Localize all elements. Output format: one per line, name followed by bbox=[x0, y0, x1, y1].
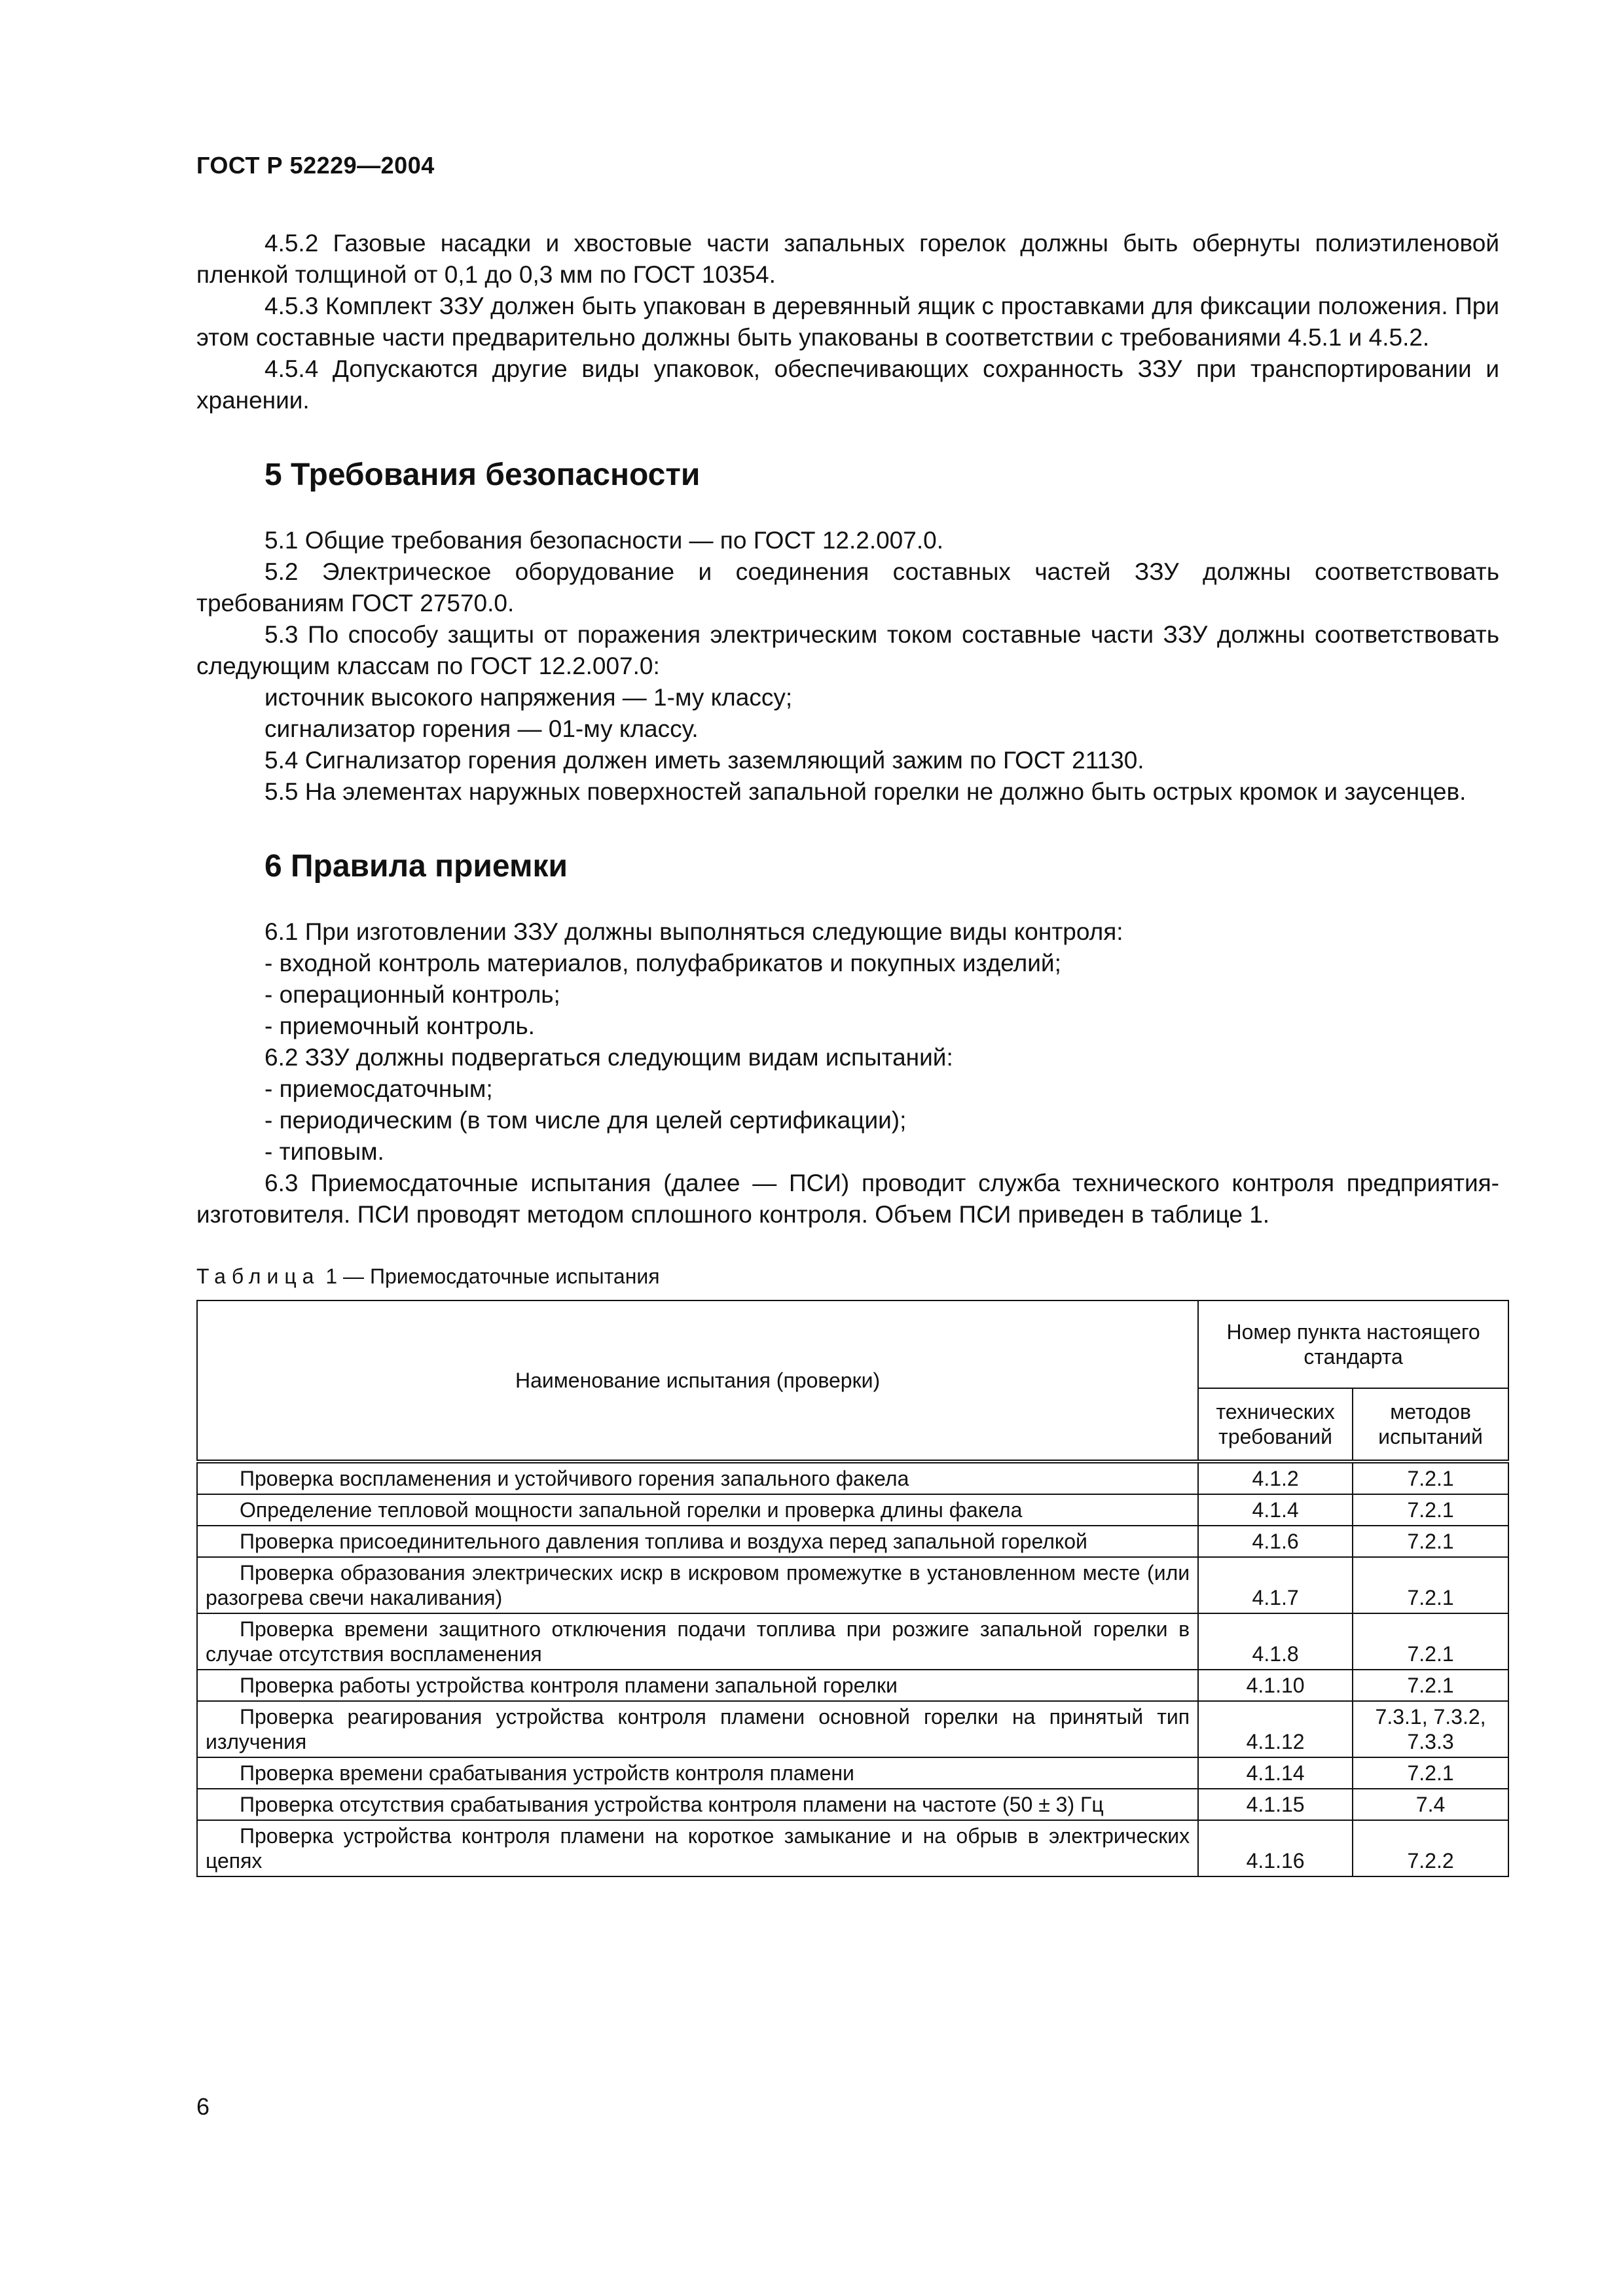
technical-clause-cell: 4.1.6 bbox=[1198, 1526, 1353, 1557]
list-item: - приемосдаточным; bbox=[264, 1075, 493, 1102]
method-clause-cell: 7.2.1 bbox=[1353, 1526, 1508, 1557]
paragraph-5-4: 5.4 Сигнализатор горения должен иметь заземляющий зажим по ГОСТ 21130. bbox=[264, 747, 1144, 774]
document-header: ГОСТ Р 52229—2004 bbox=[196, 152, 435, 179]
section-6-title: 6 Правила приемки bbox=[264, 849, 568, 884]
list-item: - операционный контроль; bbox=[264, 981, 560, 1008]
test-name-cell: Проверка реагирования устройства контроля пламени основной горелки на принятый тип излучения bbox=[197, 1701, 1198, 1757]
test-name-cell: Проверка отсутствия срабатывания устройства контроля пламени на частоте (50 ± 3) Гц bbox=[197, 1789, 1198, 1820]
method-clause-cell: 7.2.1 bbox=[1353, 1670, 1508, 1701]
table-row bbox=[197, 1670, 1508, 1701]
method-clause-cell: 7.3.1, 7.3.2, 7.3.3 bbox=[1353, 1701, 1508, 1757]
technical-clause-cell: 4.1.7 bbox=[1198, 1557, 1353, 1613]
page-number: 6 bbox=[196, 2093, 210, 2120]
table-row bbox=[197, 1526, 1508, 1557]
test-name-cell: Проверка устройства контроля пламени на короткое замыкание и на обрыв в электрических цепях bbox=[197, 1820, 1198, 1876]
technical-clause-cell: 4.1.8 bbox=[1198, 1613, 1353, 1670]
paragraph-5-3: 5.3 По способу защиты от поражения электрическим током составные части ЗЗУ должны соответствовать следующим классам по ГОСТ 12.2.007.0: bbox=[196, 621, 1499, 679]
table-body bbox=[197, 1462, 1508, 1876]
paragraph-5-1: 5.1 Общие требования безопасности — по ГОСТ 12.2.007.0. bbox=[264, 527, 943, 554]
test-name-cell: Проверка времени защитного отключения подачи топлива при розжиге запальной горелки в случае отсутствия воспламенения bbox=[197, 1613, 1198, 1670]
header-test-name: Наименование испытания (проверки) bbox=[197, 1300, 1198, 1462]
list-item: - периодическим (в том числе для целей сертификации); bbox=[264, 1107, 907, 1134]
technical-clause-cell: 4.1.2 bbox=[1198, 1462, 1353, 1494]
technical-clause-cell: 4.1.14 bbox=[1198, 1757, 1353, 1789]
method-clause-cell: 7.2.1 bbox=[1353, 1613, 1508, 1670]
method-clause-cell: 7.2.2 bbox=[1353, 1820, 1508, 1876]
method-clause-cell: 7.2.1 bbox=[1353, 1462, 1508, 1494]
table-row bbox=[197, 1701, 1508, 1757]
table-row bbox=[197, 1820, 1508, 1876]
paragraph-6-3: 6.3 Приемосдаточные испытания (далее — ПСИ) проводит служба технического контроля предприятия-изготовителя. ПСИ проводят методом сплошного контроля. Объем ПСИ приведен в таблице 1. bbox=[196, 1170, 1499, 1228]
table-row bbox=[197, 1462, 1508, 1494]
technical-clause-cell: 4.1.12 bbox=[1198, 1701, 1353, 1757]
paragraph-5-2: 5.2 Электрическое оборудование и соединения составных частей ЗЗУ должны соответствовать требованиям ГОСТ 27570.0. bbox=[196, 558, 1499, 617]
header-clause-number: Номер пункта настоящего стандарта bbox=[1198, 1300, 1508, 1388]
technical-clause-cell: 4.1.16 bbox=[1198, 1820, 1353, 1876]
test-name-cell: Проверка образования электрических искр в искровом промежутке в установленном месте (или разогрева свечи накаливания) bbox=[197, 1557, 1198, 1613]
paragraph-4-5-3: 4.5.3 Комплект ЗЗУ должен быть упакован в деревянный ящик с проставками для фиксации положения. При этом составные части предварительно должны быть упакованы в соответствии с требованиями 4.5.1 и 4.5.2. bbox=[196, 293, 1499, 351]
paragraph-6-2: 6.2 ЗЗУ должны подвергаться следующим видам испытаний: bbox=[264, 1044, 953, 1071]
header-test-methods: методов испытаний bbox=[1353, 1388, 1508, 1462]
table-row bbox=[197, 1789, 1508, 1820]
section-5-title: 5 Требования безопасности bbox=[264, 457, 701, 492]
method-clause-cell: 7.4 bbox=[1353, 1789, 1508, 1820]
class-item-1: источник высокого напряжения — 1-му классу; bbox=[264, 684, 793, 711]
list-item: - входной контроль материалов, полуфабрикатов и покупных изделий; bbox=[264, 950, 1061, 977]
test-name-cell: Проверка времени срабатывания устройств контроля пламени bbox=[197, 1757, 1198, 1789]
table-row bbox=[197, 1757, 1508, 1789]
paragraph-4-5-4: 4.5.4 Допускаются другие виды упаковок, обеспечивающих сохранность ЗЗУ при транспортировании и хранении. bbox=[196, 355, 1499, 414]
technical-clause-cell: 4.1.4 bbox=[1198, 1494, 1353, 1526]
test-name-cell: Проверка работы устройства контроля пламени запальной горелки bbox=[197, 1670, 1198, 1701]
table-row bbox=[197, 1494, 1508, 1526]
table-row bbox=[197, 1613, 1508, 1670]
test-name-cell: Проверка присоединительного давления топлива и воздуха перед запальной горелкой bbox=[197, 1526, 1198, 1557]
acceptance-tests-table bbox=[196, 1300, 1509, 1877]
paragraph-6-1: 6.1 При изготовлении ЗЗУ должны выполняться следующие виды контроля: bbox=[264, 918, 1123, 945]
method-clause-cell: 7.2.1 bbox=[1353, 1494, 1508, 1526]
list-item: - приемочный контроль. bbox=[264, 1013, 535, 1039]
document-body bbox=[196, 228, 1499, 1877]
table-caption-title: 1 — Приемосдаточные испытания bbox=[325, 1265, 660, 1288]
technical-clause-cell: 4.1.10 bbox=[1198, 1670, 1353, 1701]
test-name-cell: Определение тепловой мощности запальной горелки и проверка длины факела bbox=[197, 1494, 1198, 1526]
class-item-2: сигнализатор горения — 01-му классу. bbox=[264, 715, 699, 742]
test-name-cell: Проверка воспламенения и устойчивого горения запального факела bbox=[197, 1462, 1198, 1494]
table-caption bbox=[196, 1263, 1499, 1289]
table-row bbox=[197, 1557, 1508, 1613]
paragraph-4-5-2: 4.5.2 Газовые насадки и хвостовые части запальных горелок должны быть обернуты полиэтиленовой пленкой толщиной от 0,1 до 0,3 мм по ГОСТ 10354. bbox=[196, 230, 1499, 288]
list-item: - типовым. bbox=[264, 1138, 384, 1165]
table-caption-word: Таблица bbox=[196, 1265, 320, 1288]
header-technical-requirements: технических требований bbox=[1198, 1388, 1353, 1462]
technical-clause-cell: 4.1.15 bbox=[1198, 1789, 1353, 1820]
method-clause-cell: 7.2.1 bbox=[1353, 1557, 1508, 1613]
paragraph-5-5: 5.5 На элементах наружных поверхностей запальной горелки не должно быть острых кромок и заусенцев. bbox=[264, 778, 1467, 805]
method-clause-cell: 7.2.1 bbox=[1353, 1757, 1508, 1789]
